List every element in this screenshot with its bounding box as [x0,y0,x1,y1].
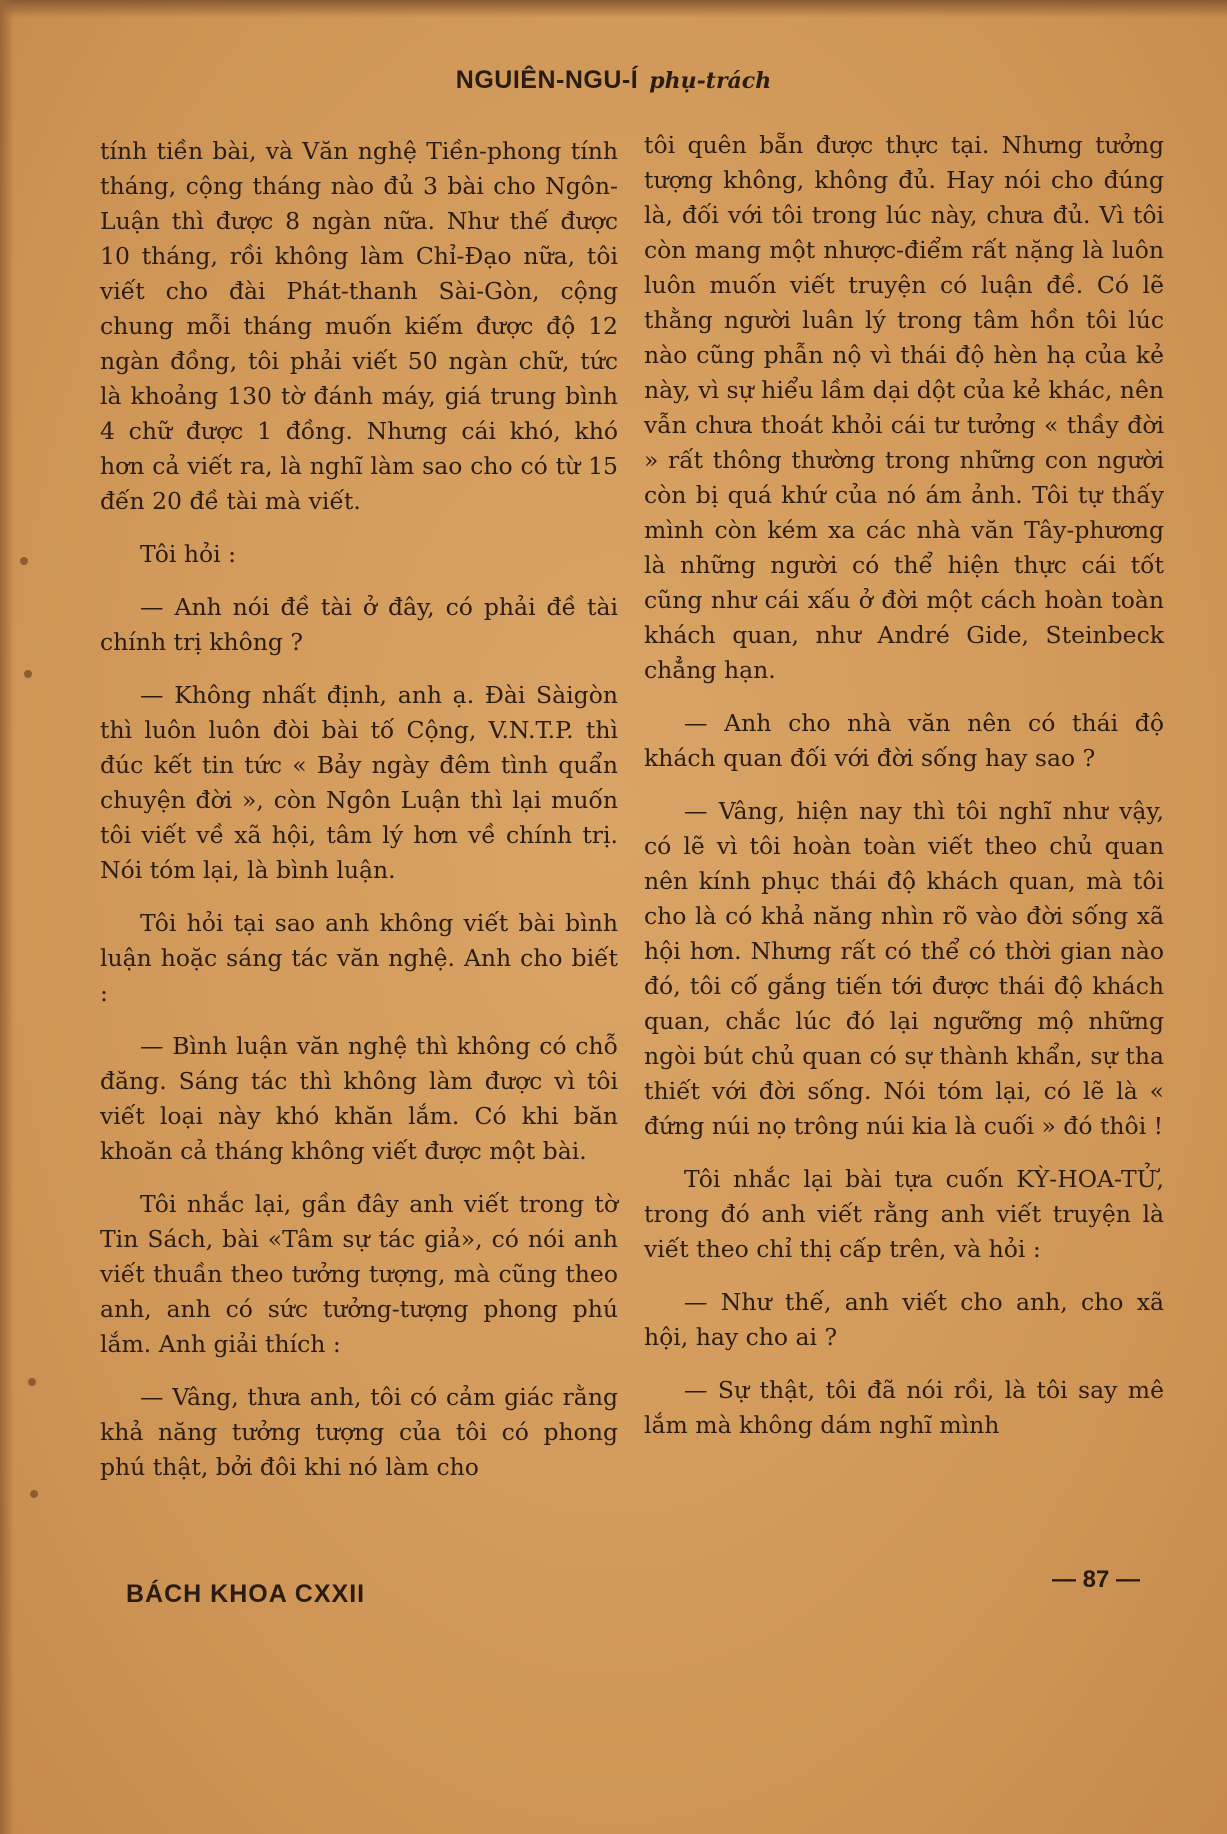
paragraph: tính tiền bài, và Văn nghệ Tiền-phong tính tháng, cộng tháng nào đủ 3 bài cho Ngôn-Luận thì được 8 ngàn nữa. Như thế được 10 tháng, rồi không làm Chỉ-Đạo nữa, tôi viết cho đài Phát-thanh Sài-Gòn, cộng chung mỗi tháng muốn kiếm được độ 12 ngàn đồng, tôi phải viết 50 ngàn chữ, tức là khoảng 130 tờ đánh máy, giá trung bình 4 chữ được 1 đồng. Nhưng cái khó, khó hơn cả viết ra, là nghĩ làm sao cho có từ 15 đến 20 đề tài mà viết. [100,137,618,515]
binding-hole [30,1490,38,1498]
paragraph: — Sự thật, tôi đã nói rồi, là tôi say mê lắm mà không dám nghĩ mình [644,1376,1164,1439]
paragraph: Tôi hỏi tại sao anh không viết bài bình luận hoặc sáng tác văn nghệ. Anh cho biết : [100,909,618,1007]
column-author: NGUIÊN-NGU-Í [455,66,639,94]
binding-hole [28,1378,36,1386]
paragraph: — Không nhất định, anh ạ. Đài Sàigòn thì luôn luôn đòi bài tố Cộng, V.N.T.P. thì đúc kết tin tức « Bảy ngày đêm tình quẩn chuyện đời », còn Ngôn Luận thì lại muốn tôi viết về xã hội, tâm lý hơn về chính trị. Nói tóm lại, là bình luận. [100,681,618,884]
paragraph: — Anh cho nhà văn nên có thái độ khách quan đối với đời sống hay sao ? [644,709,1164,772]
paragraph: Tôi nhắc lại bài tựa cuốn KỲ-HOA-TỬ, trong đó anh viết rằng anh viết truyện là viết theo chỉ thị cấp trên, và hỏi : [644,1165,1164,1263]
binding-hole [24,670,32,678]
paragraph: — Như thế, anh viết cho anh, cho xã hội, hay cho ai ? [644,1288,1164,1351]
paragraph: Tôi nhắc lại, gần đây anh viết trong tờ Tin Sách, bài «Tâm sự tác giả», có nói anh viết thuần theo tưởng tượng, mà cũng theo anh, anh có sức tưởng-tượng phong phú lắm. Anh giải thích : [100,1190,618,1358]
page-number: — 87 — [1052,1566,1141,1593]
paragraph: Tôi hỏi : [140,540,237,568]
paragraph: — Anh nói đề tài ở đây, có phải đề tài chính trị không ? [100,593,618,656]
page-left-edge [0,0,14,1834]
right-text-column [644,128,1164,1461]
paragraph: — Vâng, thưa anh, tôi có cảm giác rằng khả năng tưởng tượng của tôi có phong phú thật, bởi đôi khi nó làm cho [100,1383,618,1481]
left-text-column [100,134,618,1503]
publication-footer: BÁCH KHOA CXXII [126,1580,366,1608]
page-top-edge [0,0,1227,18]
paragraph: — Vâng, hiện nay thì tôi nghĩ như vậy, có lẽ vì tôi hoàn toàn viết theo chủ quan nên kính phục thái độ khách quan, mà tôi cho là có khả năng nhìn rõ vào đời sống xã hội hơn. Nhưng rất có thể có thời gian nào đó, tôi cố gắng tiến tới được thái độ khách quan, chắc lúc đó lại ngưỡng mộ những ngòi bút chủ quan có sự thành khẩn, sự tha thiết với đời sống. Nói tóm lại, có lẽ là « đứng núi nọ trông núi kia là cuối » đó thôi ! [644,797,1164,1140]
paragraph: — Bình luận văn nghệ thì không có chỗ đăng. Sáng tác thì không làm được vì tôi viết loại này khó khăn lắm. Có khi băn khoăn cả tháng không viết được một bài. [100,1032,618,1165]
page-header [0,66,1227,95]
binding-hole [20,557,28,565]
paragraph: tôi quên bẵn được thực tại. Nhưng tưởng tượng không, không đủ. Hay nói cho đúng là, đối với tôi trong lúc này, chưa đủ. Vì tôi còn mang một nhược-điểm rất nặng là luôn luôn muốn viết truyện có luận đề. Có lẽ thằng người luân lý trong tâm hồn tôi lúc nào cũng phẫn nộ vì thái độ hèn hạ của kẻ này, vì sự hiểu lầm dại dột của kẻ khác, nên vẫn chưa thoát khỏi cái tư tưởng « thầy đời » rất thông thường trong những con người còn bị quá khứ của nó ám ảnh. Tôi tự thấy mình còn kém xa các nhà văn Tây-phương là những người có thể hiện thực cái tốt cũng như cái xấu ở đời một cách hoàn toàn khách quan, như André Gide, Steinbeck chẳng hạn. [644,131,1164,684]
column-role: phụ-trách [649,68,772,94]
